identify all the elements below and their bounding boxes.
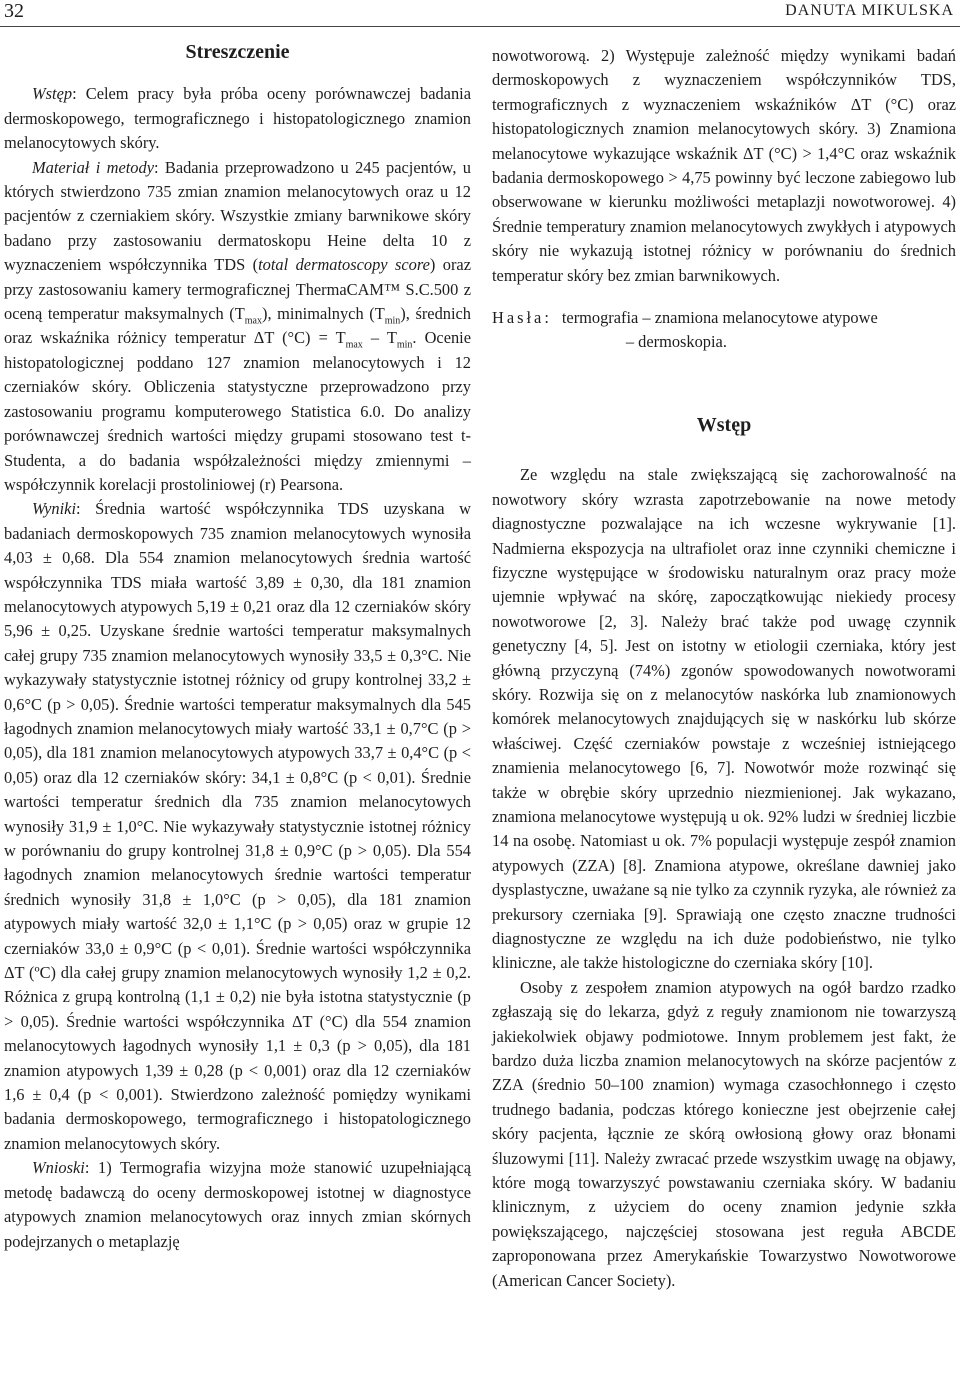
left-column	[4, 40, 471, 1254]
methods-text-2: ) oraz przy zastosowaniu kamery termograficznej ThermaCAM™ S.C.500 z oceną temperatur maksymalnych (T	[4, 255, 471, 324]
keywords-line-2: – dermoskopia.	[625, 332, 727, 352]
keywords	[492, 306, 956, 355]
aim-text: : Celem pracy była próba oceny porównawczej badania dermoskopowego, termograficznego i histopatologicznego znamion melanocytowych skóry.	[4, 84, 471, 153]
aim-label: Wstęp	[32, 84, 73, 104]
running-head-author: DANUTA MIKULSKA	[785, 2, 954, 19]
page-number: 32	[4, 0, 24, 22]
introduction-paragraph-1: Ze względu na stale zwiększającą się zachorowalność na nowotwory skóry wzrasta zapotrzebowanie na nowe metody diagnostyczne pozwalające na ich wczesne wykrywanie [1]. Nadmierna ekspozycja na ultrafiolet oraz inne czynniki chemiczne i fizyczne występujące w środowisku naturalnym oraz pracy może ujemnie wpływać na skórę, zapoczątkowując niekiedy procesy nowotworowe [2, 3]. Należy brać także pod uwagę czynnik genetyczny [4, 5]. Jest on istotny w etiologii czerniaka, który jest główną przyczyną (74%) zgonów spowodowanych nowotworami skóry. Rozwija się on z melanocytów naskórka lub znamionowych komórek melanocytowych znajdujących się w naskórku lub skórze właściwej. Część czerniaków powstaje z wcześniej istniejącego znamienia melanocytowego [6, 7]. Nowotwór może rozwinąć się także w obrębie skóry uprzednio niezmienionej. Jak wykazano, znamiona melanocytowe występują u ok. 92% ludzi w średniej liczbie 14 na osobę. Natomiast u ok. 7% populacji występuje zespół znamion atypowych (ZZA) [8]. Znamiona atypowe, określane dawniej jako dysplastyczne, uważane są nie tylko za czynnik ryzyka, ale również za prekursory czerniaka [9]. Sprawiają one często znaczne trudności diagnostyczne ze względu na ich duże podobieństwo, nie tylko kliniczne, ale także histologiczne do czerniaka skóry [10].	[492, 465, 956, 973]
methods-label: Materiał i metody	[32, 157, 154, 177]
results-label: Wyniki	[32, 499, 77, 519]
keywords-label: Hasła:	[492, 308, 552, 328]
methods-text-3: ), minimalnych (T	[261, 304, 385, 324]
right-column	[492, 44, 956, 1293]
methods-text-4: ), średnich oraz wskaźnika różnicy temperatur ΔT (°C) = T	[4, 304, 471, 348]
methods-italic-term: total dermatoscopy score	[258, 255, 430, 275]
abstract-conclusions	[4, 1156, 471, 1254]
keywords-line-1: termografia – znamiona melanocytowe atypowe	[561, 308, 878, 328]
streszczenie-title: Streszczenie	[185, 41, 290, 63]
conclusions-label: Wnioski	[32, 1158, 85, 1178]
sub-min-2: min	[396, 339, 413, 351]
keywords-text	[562, 306, 956, 355]
sub-min: min	[384, 315, 401, 327]
introduction-title: Wstęp	[696, 413, 752, 436]
running-head	[0, 0, 960, 27]
abstract-methods	[4, 156, 471, 498]
sub-max-2: max	[345, 339, 363, 351]
conclusions-text-left: : 1) Termografia wizyjna może stanowić uzupełniającą metodę badawczą do oceny dermoskopowej istotnej w diagnostyce atypowych znamion melanocytowych oraz innych zmian skórnych podejrzanych o metaplazję	[4, 1158, 471, 1251]
methods-text-5: – T	[362, 328, 397, 348]
results-text: : Średnia wartość współczynnika TDS uzyskana w badaniach dermoskopowych 735 znamion melanocytowych wynosiła 4,03 ± 0,68. Dla 554 znamion melanocytowych średnia wartość współczynnika TDS miała wartość 3,89 ± 0,30, dla 181 znamion melanocytowych atypowych 5,19 ± 0,21 oraz dla 12 czerniaków skóry 5,96 ± 0,25. Uzyskane średnie wartości temperatur maksymalnych całej grupy 735 znamion melanocytowych wynosiły 33,5 ± 0,3°C. Nie wykazywały statystycznie istotnej różnicy od grupy kontrolnej 33,2 ± 0,6°C (p > 0,05). Średnie wartości temperatur maksymalnych dla 545 łagodnych znamion melanocytowych miały wartość 33,1 ± 0,7°C (p > 0,05), dla 181 znamion melanocytowych atypowych 33,7 ± 0,4°C (p < 0,05) oraz dla 12 czerniaków skóry: 34,1 ± 0,8°C (p < 0,01). Średnie wartości temperatur średnich dla 735 znamion melanocytowych wynosiły 31,9 ± 1,0°C. Nie wykazywały statystycznie istotnej różnicy w porównaniu do grupy kontrolnej 31,8 ± 0,9°C (p > 0,05). Dla 554 łagodnych znamion melanocytowych średnie wartości temperatur średnich wynosiły 31,8 ± 1,0°C (p > 0,05), dla 181 znamion atypowych miały wartość 32,0 ± 1,1°C (p > 0,05) oraz w grupie 12 czerniaków 33,0 ± 0,9°C (p < 0,01). Średnie wartości współczynnika ΔT (ºC) dla całej grupy znamion melanocytowych wynosiły 1,2 ± 0,2. Różnica z grupą kontrolną (1,1 ± 0,2) nie była istotna statystycznie (p > 0,05). Średnie wartości współczynnika ΔT (°C) dla 554 znamion melanocytowych łagodnych wynosiły 1,1 ± 0,3 (p > 0,05), dla 181 znamion atypowych 1,39 ± 0,28 (p < 0,001) oraz dla 12 czerniaków 1,6 ± 0,4 (p < 0,001). Stwierdzono zależność pomiędzy wynikami badania dermoskopowego, termograficznego i histopatologicznego znamion melanocytowych skóry.	[4, 499, 471, 1153]
methods-text-6: . Ocenie histopatologicznej poddano 127 znamion melanocytowych i 12 czerniaków skóry. Obliczenia statystyczne przeprowadzono przy zastosowaniu programu komputerowego Statistica 6.0. Do analizy porównawczej średnich wartości między grupami stosowano test t-Studenta, a do badania współzależności między zmiennymi – współczynnik korelacji prostoliniowej (r) Pearsona.	[4, 328, 471, 494]
sub-max: max	[244, 315, 262, 327]
introduction-paragraph-2: Osoby z zespołem znamion atypowych na ogół bardzo rzadko zgłaszają się do lekarza, gdyż z reguły znamionom nie towarzyszą jakiekolwiek objawy podmiotowe. Innym problemem jest fakt, że bardzo duża liczba znamion melanocytowych na skórze pacjentów z ZZA (średnio 50–100 znamion) wymaga czasochłonnego i często trudnego badania, podczas którego konieczne jest obejrzenie całej skóry pacjenta, łącznie ze skórą owłosioną głowy oraz błonami śluzowymi [11]. Należy zwracać przede wszystkim uwagę na objawy, które mogą towarzyszyć powstawaniu czerniaka skóry. W badaniu klinicznym, z użyciem do oceny znamion jedynie szkła powiększającego, najczęściej stosowana jest reguła ABCDE zaproponowana przez Amerykańskie Towarzystwo Nowotworowe (American Cancer Society).	[492, 977, 956, 1290]
methods-text-1: : Badania przeprowadzono u 245 pacjentów, u których stwierdzono 735 zmian znamion melanocytowych oraz u 12 pacjentów z czerniakiem skóry. Wszystkie zmiany barwnikowe skóry badano przy zastosowaniu dermatoskopu Heine delta 10 z wyznaczeniem współczynnika TDS (	[4, 157, 471, 275]
abstract-results	[4, 497, 471, 1156]
conclusions-continued: nowotworową. 2) Występuje zależność między wynikami badań dermoskopowych z wyznaczeniem współczynników TDS, termograficznych z wyznaczeniem wskaźników ΔT (°C) oraz histopatologicznych znamion melanocytowych skóry. 3) Znamiona melanocytowe wykazujące wskaźnik ΔT (°C) > 1,4°C oraz wskaźnik badania dermoskopowego > 4,75 powinny być leczone zabiegowo lub obserwowane w kierunku możliwości metaplazji nowotworowej. 4) Średnie temperatury znamion melanocytowych zwykłych i atypowych skóry nie wykazują istotnej różnicy w porównaniu do średnich temperatur skóry bez zmian barwnikowych.	[492, 46, 956, 285]
abstract-aim	[4, 82, 471, 155]
